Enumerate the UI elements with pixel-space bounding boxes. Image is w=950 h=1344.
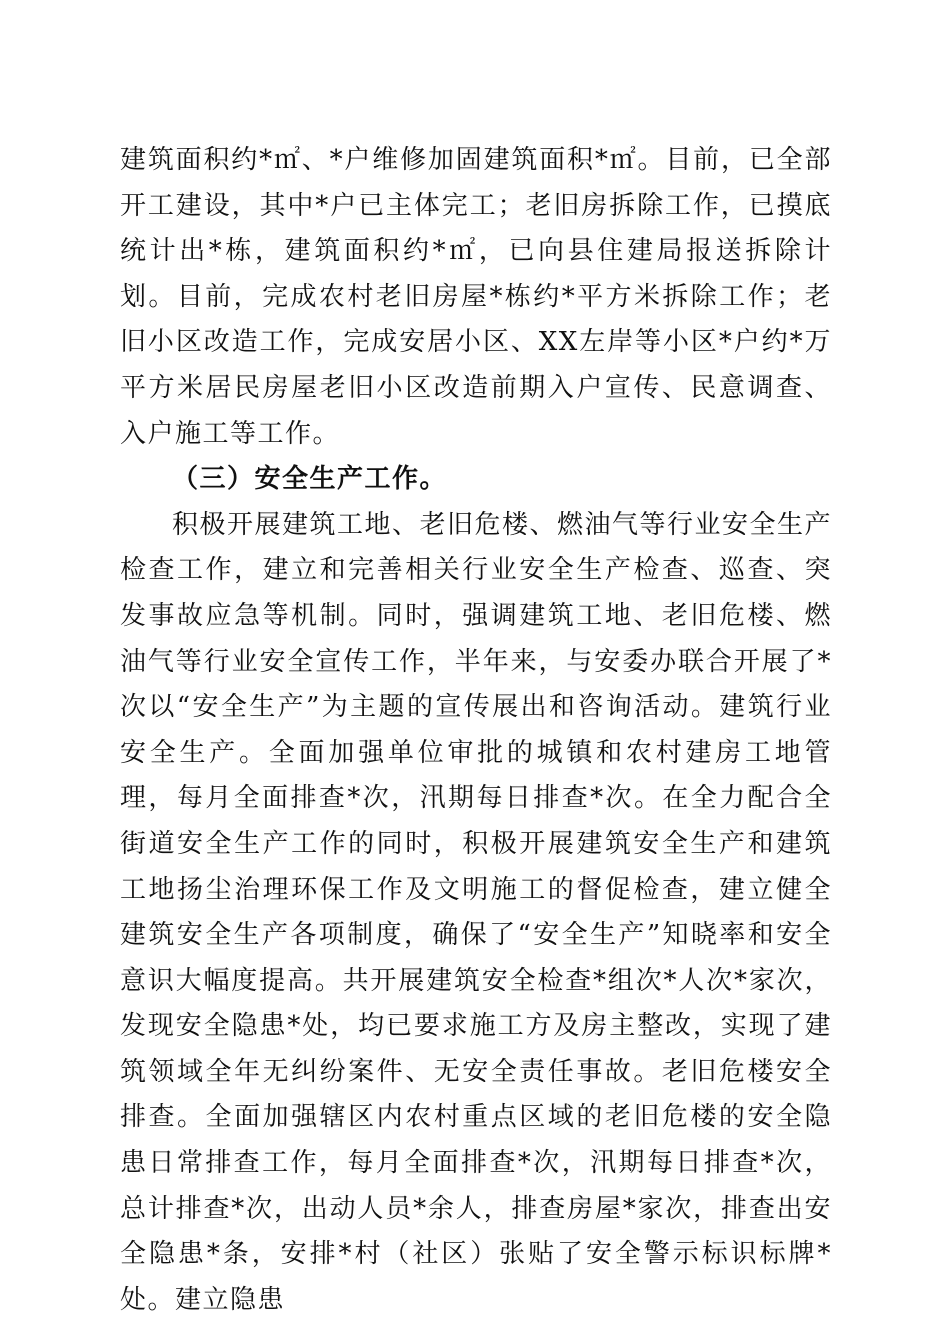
document-body: [120, 138, 832, 1323]
paragraph-safety-production: 积极开展建筑工地、老旧危楼、燃油气等行业安全生产检查工作，建立和完善相关行业安全生产检查、巡查、突发事故应急等机制。同时，强调建筑工地、老旧危楼、燃油气等行业安全宣传工作，半年来，与安委办联合开展了*次以“安全生产”为主题的宣传展出和咨询活动。建筑行业安全生产。全面加强单位审批的城镇和农村建房工地管理，每月全面排查*次，汛期每日排查*次。在全力配合全街道安全生产工作的同时，积极开展建筑安全生产和建筑工地扬尘治理环保工作及文明施工的督促检查，建立健全建筑安全生产各项制度，确保了“安全生产”知晓率和安全意识大幅度提高。共开展建筑安全检查*组次*人次*家次，发现安全隐患*处，均已要求施工方及房主整改，实现了建筑领域全年无纠纷案件、无安全责任事故。老旧危楼安全排查。全面加强辖区内农村重点区域的老旧危楼的安全隐患日常排查工作，每月全面排查*次，汛期每日排查*次，总计排查*次，出动人员*余人，排查房屋*家次，排查出安全隐患*条，安排*村（社区）张贴了安全警示标识标牌*处。建立隐患: [120, 509, 833, 1315]
paragraph-housing-renovation: 建筑面积约*㎡、*户维修加固建筑面积*㎡。目前，已全部开工建设，其中*户已主体完工；老旧房拆除工作，已摸底统计出*栋，建筑面积约*㎡，已向县住建局报送拆除计划。目前，完成农村老旧房屋*栋约*平方米拆除工作；老旧小区改造工作，完成安居小区、XX左岸等小区*户约*万平方米居民房屋老旧小区改造前期入户宣传、民意调查、入户施工等工作。: [120, 145, 832, 449]
section-heading-safety-production: （三）安全生产工作。: [172, 464, 448, 495]
